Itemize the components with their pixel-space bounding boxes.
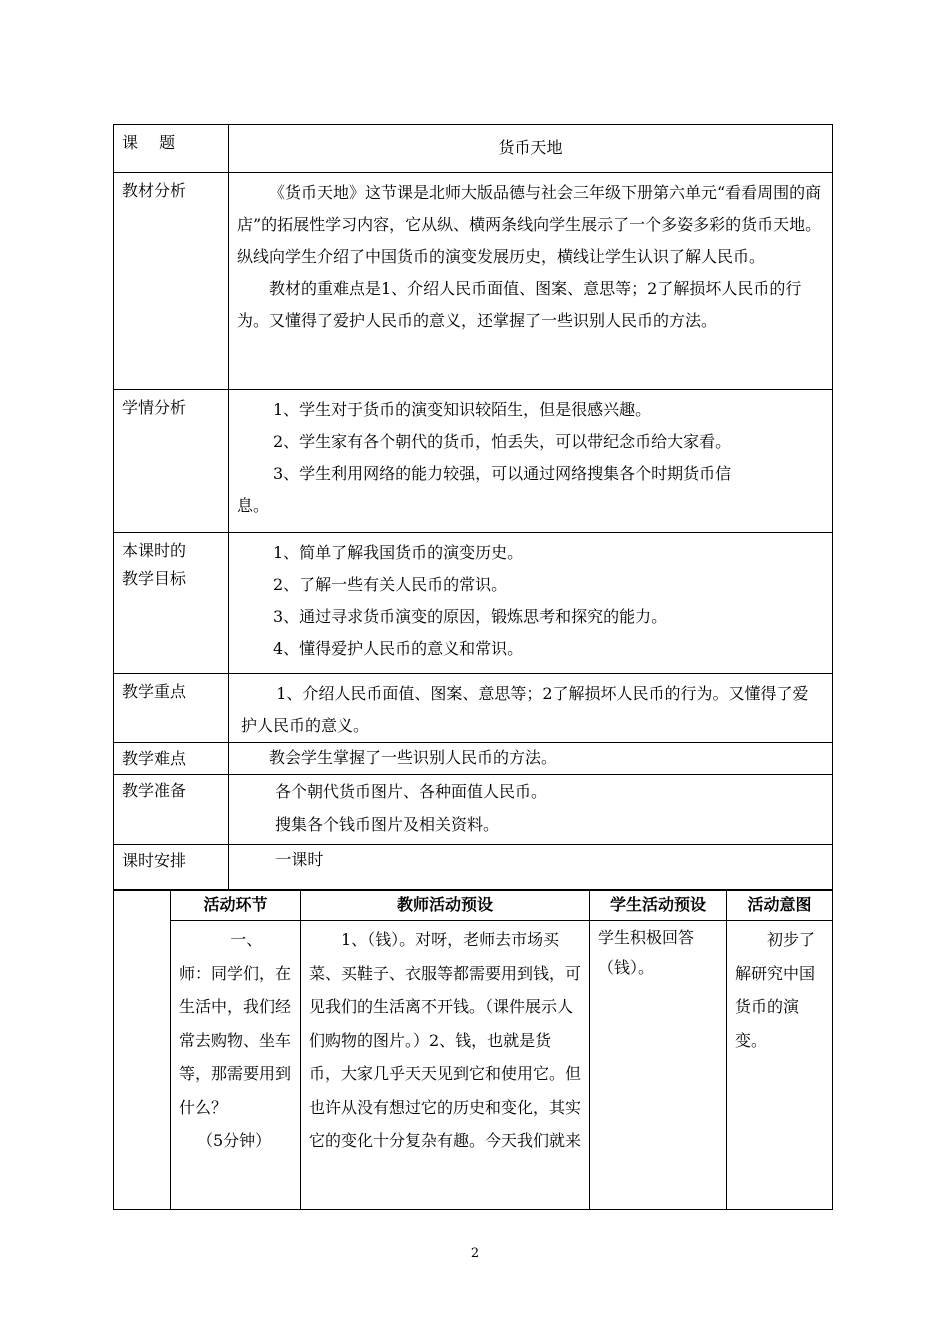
lesson-title: 货币天地 [229,125,833,173]
teacher-cell [301,921,590,1210]
goals-label-line1: 本课时的 [122,541,187,560]
stage-text: 一、师：同学们，在生活中，我们经常去购物、坐车等，那需要用到什么？ [179,930,292,1117]
header-teacher: 教师活动预设 [301,890,590,921]
intent-cell [727,921,833,1210]
intent-text: 初步了解研究中国货币的演变。 [735,930,816,1050]
activity-row-1 [114,921,833,1210]
material-paragraph-1: 《货币天地》这节课是北师大版品德与社会三年级下册第六单元“看看周围的商店”的拓展性学习内容，它从纵、横两条线向学生展示了一个多姿多彩的货币天地。纵线向学生介绍了中国货币的演变发展历史，横线让学生认识了解人民币。 [237,183,822,266]
row-preparation [114,775,833,845]
header-stage: 活动环节 [171,890,301,921]
student-item-1: 1、学生对于货币的演变知识较陌生，但是很感兴趣。 [273,400,652,419]
row-focus [114,674,833,743]
stage-cell [171,921,301,1210]
focus-text: 1、介绍人民币面值、图案、意思等；2了解损坏人民币的行为。又懂得了爱护人民币的意义。 [241,684,809,735]
header-intent: 活动意图 [727,890,833,921]
goal-item-2: 2、了解一些有关人民币的常识。 [273,575,508,594]
student-item-2: 2、学生家有各个朝代的货币，怕丢失，可以带纪念币给大家看。 [273,432,732,451]
activity-table [113,889,833,1210]
goal-item-4: 4、懂得爱护人民币的意义和常识。 [273,639,524,658]
header-student: 学生活动预设 [590,890,727,921]
material-analysis [229,173,833,390]
activity-header-row [114,890,833,921]
row-schedule [114,845,833,891]
teaching-preparation [229,775,833,845]
page-number: 2 [470,1246,480,1261]
student-cell [590,921,727,1210]
student-text: 学生积极回答（钱）。 [598,928,695,977]
student-analysis [229,390,833,533]
schedule-label: 课时安排 [114,845,229,891]
row-students [114,390,833,533]
row-title [114,125,833,173]
material-label: 教材分析 [114,173,229,390]
student-item-3: 3、学生利用网络的能力较强，可以通过网络搜集各个时期货币信 [273,464,732,483]
goals-label [114,533,229,674]
goals-label-line2: 教学目标 [122,569,187,588]
teaching-goals [229,533,833,674]
goal-item-3: 3、通过寻求货币演变的原因，锻炼思考和探究的能力。 [273,607,668,626]
title-label: 课 题 [114,125,229,173]
students-label: 学情分析 [114,390,229,533]
lesson-plan-table [113,124,833,891]
teacher-text: 1、（钱）。对呀，老师去市场买菜、买鞋子、衣服等都需要用到钱，可见我们的生活离不开钱。（课件展示人们购物的图片。）2、钱，也就是货币，大家几乎天天见到它和使用它。但也许从没有想过它的历史和变化，其实它的变化十分复杂有趣。今天我们就来 [309,930,582,1150]
row-goals [114,533,833,674]
preparation-label: 教学准备 [114,775,229,845]
row-difficulty [114,743,833,775]
difficulty-label: 教学难点 [114,743,229,775]
difficulty-text: 教会学生掌握了一些识别人民币的方法。 [269,748,558,767]
schedule-text: 一课时 [275,850,324,869]
stage-time: （5分钟） [197,1131,272,1150]
teaching-difficulty [229,743,833,775]
material-paragraph-2: 教材的重难点是1、介绍人民币面值、图案、意思等；2了解损坏人民币的行为。又懂得了爱护人民币的意义，还掌握了一些识别人民币的方法。 [237,279,802,330]
goal-item-1: 1、简单了解我国货币的演变历史。 [273,543,524,562]
blank-left-cell [114,890,171,1210]
lesson-schedule [229,845,833,891]
focus-label: 教学重点 [114,674,229,743]
preparation-item-2: 搜集各个钱币图片及相关资料。 [275,815,500,834]
row-material [114,173,833,390]
student-item-3-cont: 息。 [237,496,270,515]
preparation-item-1: 各个朝代货币图片、各种面值人民币。 [275,782,548,801]
teaching-focus [229,674,833,743]
